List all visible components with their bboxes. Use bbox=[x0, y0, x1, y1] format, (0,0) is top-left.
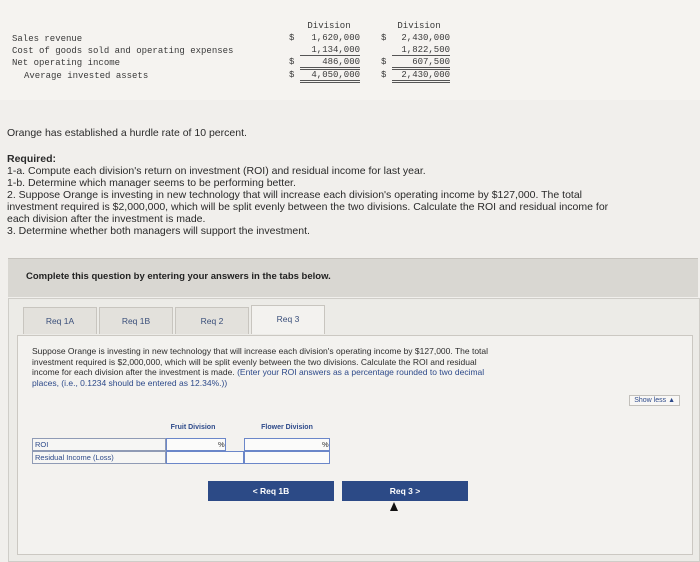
panel-instructions bbox=[32, 346, 632, 388]
assets-col2: 2,430,000 bbox=[392, 70, 450, 83]
tab-req-1a[interactable]: Req 1A bbox=[23, 307, 97, 334]
roi-label: ROI bbox=[32, 438, 166, 451]
panel-line-2: investment required is $2,000,000, which will be split evenly between the two divisions. Calculate the ROI and residual bbox=[32, 356, 477, 367]
fruit-division-header: Fruit Division bbox=[170, 424, 216, 431]
row-label-costs: Cost of goods sold and operating expenses bbox=[12, 46, 234, 56]
net-income-col1: 486,000 bbox=[300, 57, 360, 70]
row-label-sales: Sales revenue bbox=[12, 34, 83, 44]
panel-line-3a: income for each division after the investment is made. bbox=[32, 367, 235, 377]
percent-symbol: % bbox=[218, 440, 225, 449]
sales-col1: 1,620,000 bbox=[311, 33, 360, 43]
requirement-2-line2: investment required is $2,000,000, which will be split evenly between the two divisions. Calculate the ROI and residual income for bbox=[7, 201, 609, 213]
currency-symbol: $ bbox=[381, 70, 387, 80]
sales-col2: 2,430,000 bbox=[401, 33, 450, 43]
requirement-3: 3. Determine whether both managers will support the investment. bbox=[7, 225, 310, 237]
show-less-button[interactable]: Show less ▲ bbox=[629, 395, 680, 406]
currency-symbol: $ bbox=[381, 57, 387, 67]
panel-line-1: Suppose Orange is investing in new technology that will increase each division's operating income by $127,000. The total bbox=[32, 346, 489, 356]
percent-symbol: % bbox=[322, 440, 329, 449]
requirement-2-line3: each division after the investment is made. bbox=[7, 213, 206, 225]
hurdle-rate-text: Orange has established a hurdle rate of 10 percent. bbox=[7, 127, 247, 139]
net-income-col2: 607,500 bbox=[392, 57, 450, 70]
flower-roi-input[interactable] bbox=[244, 438, 330, 451]
question-panel bbox=[8, 298, 700, 562]
panel-line-3 bbox=[32, 367, 632, 378]
panel-line-4: places, (i.e., 0.1234 should be entered as 12.34%.)) bbox=[32, 377, 228, 388]
tab-req-3[interactable]: Req 3 bbox=[251, 305, 325, 334]
fruit-roi-input[interactable] bbox=[166, 438, 226, 451]
mouse-cursor-icon bbox=[390, 502, 398, 511]
currency-symbol: $ bbox=[289, 70, 295, 80]
costs-col2: 1,822,500 bbox=[392, 45, 450, 56]
flower-division-header: Flower Division bbox=[261, 424, 313, 431]
tab-content bbox=[17, 335, 693, 555]
flower-residual-income-input[interactable] bbox=[244, 451, 330, 464]
tab-req-1b[interactable]: Req 1B bbox=[99, 307, 173, 334]
instruction-text: Complete this question by entering your answers in the tabs below. bbox=[26, 271, 331, 282]
division-header-1: Division bbox=[307, 21, 351, 31]
residual-income-label: Residual Income (Loss) bbox=[32, 451, 166, 464]
next-req-3-button[interactable]: Req 3 > bbox=[342, 481, 468, 501]
tab-req-2[interactable]: Req 2 bbox=[175, 307, 249, 334]
costs-col1: 1,134,000 bbox=[300, 45, 360, 56]
assets-col1: 4,050,000 bbox=[300, 70, 360, 83]
currency-symbol: $ bbox=[289, 57, 295, 67]
requirement-2-line1: 2. Suppose Orange is investing in new technology that will increase each division's operating income by $127,000. The total bbox=[7, 189, 582, 201]
required-heading: Required: bbox=[7, 153, 57, 165]
rounding-hint: (Enter your ROI answers as a percentage rounded to two decimal bbox=[237, 367, 485, 377]
currency-symbol: $ bbox=[381, 33, 387, 43]
requirement-1a: 1-a. Compute each division's return on investment (ROI) and residual income for last year. bbox=[7, 165, 426, 177]
fruit-residual-income-input[interactable] bbox=[166, 451, 244, 464]
row-label-assets: Average invested assets bbox=[24, 71, 149, 81]
financial-data-table bbox=[0, 0, 700, 100]
division-header-2: Division bbox=[397, 21, 441, 31]
instruction-banner bbox=[8, 258, 698, 297]
row-label-net-income: Net operating income bbox=[12, 58, 121, 68]
currency-symbol: $ bbox=[289, 33, 295, 43]
prev-req-1b-button[interactable]: < Req 1B bbox=[208, 481, 334, 501]
requirement-1b: 1-b. Determine which manager seems to be performing better. bbox=[7, 177, 296, 189]
